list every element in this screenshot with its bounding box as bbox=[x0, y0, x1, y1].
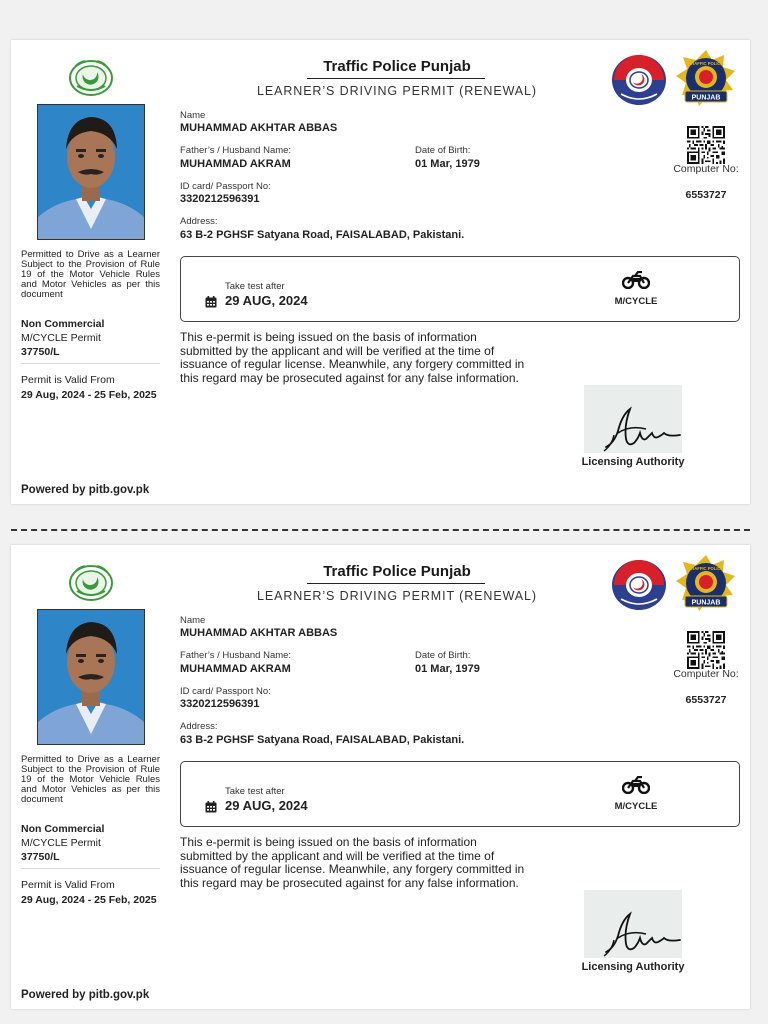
punjab-emblem-logo bbox=[67, 563, 115, 603]
qr-code bbox=[687, 126, 725, 164]
applicant-photo bbox=[37, 609, 145, 745]
test-date: 29 AUG, 2024 bbox=[225, 293, 308, 308]
permit-subtitle: LEARNER’S DRIVING PERMIT (RENEWAL) bbox=[257, 84, 537, 98]
father-name: MUHAMMAD AKRAM bbox=[180, 158, 291, 170]
permit-title: Traffic Police Punjab bbox=[323, 563, 471, 580]
punjab-emblem-logo bbox=[67, 58, 115, 98]
traffic-badge-banner-text: PUNJAB bbox=[691, 94, 721, 102]
traffic-badge-ring-text: TRAFFIC POLICE bbox=[688, 61, 724, 66]
punjab-police-logo bbox=[611, 54, 667, 106]
traffic-police-badge-logo bbox=[675, 49, 737, 109]
date-of-birth: 01 Mar, 1979 bbox=[415, 158, 480, 170]
id-card-number: 3320212596391 bbox=[180, 193, 260, 205]
name-label: Name bbox=[180, 110, 206, 121]
permit-code: 37750/L bbox=[21, 346, 60, 358]
validity-label: Permit is Valid From bbox=[21, 879, 115, 891]
permit-type: M/CYCLE Permit bbox=[21, 332, 101, 344]
permit-card-top bbox=[11, 40, 750, 504]
traffic-police-badge-logo bbox=[675, 554, 737, 614]
title-underline bbox=[307, 583, 485, 584]
address-value: 63 B-2 PGHSF Satyana Road, FAISALABAD, Pakistani. bbox=[180, 734, 465, 746]
computer-no-label: Computer No: bbox=[673, 668, 739, 680]
authority-signature bbox=[584, 385, 682, 453]
permit-card-bottom bbox=[11, 545, 750, 1009]
id-card-label: ID card/ Passport No: bbox=[180, 686, 271, 697]
address-label: Address: bbox=[180, 721, 218, 732]
computer-no: 6553727 bbox=[685, 694, 727, 706]
id-card-number: 3320212596391 bbox=[180, 698, 260, 710]
authority-signature bbox=[584, 890, 682, 958]
traffic-badge-banner-text: PUNJAB bbox=[691, 599, 721, 607]
traffic-badge-ring-text: TRAFFIC POLICE bbox=[688, 566, 724, 571]
vehicle-class-label: M/CYCLE bbox=[614, 801, 658, 812]
permitted-statement: Permitted to Drive as a Learner Subject to the Provision of Rule 19 of the Motor Vehicle Rules and Motor Vehicles as per this document bbox=[21, 754, 160, 805]
dob-label: Date of Birth: bbox=[415, 650, 471, 661]
calendar-icon bbox=[205, 801, 217, 813]
address-label: Address: bbox=[180, 216, 218, 227]
father-name-label: Father’s / Husband Name: bbox=[180, 650, 292, 661]
permit-category: Non Commercial bbox=[21, 318, 105, 330]
licensing-authority-label: Licensing Authority bbox=[581, 456, 685, 468]
permit-category: Non Commercial bbox=[21, 823, 105, 835]
title-underline bbox=[307, 78, 485, 79]
applicant-photo bbox=[37, 104, 145, 240]
test-after-label: Take test after bbox=[225, 281, 285, 292]
vehicle-class-label: M/CYCLE bbox=[614, 296, 658, 307]
motorcycle-icon bbox=[622, 271, 650, 289]
validity-label: Permit is Valid From bbox=[21, 374, 115, 386]
applicant-name: MUHAMMAD AKHTAR ABBAS bbox=[180, 627, 338, 639]
permit-type: M/CYCLE Permit bbox=[21, 837, 101, 849]
left-divider bbox=[21, 868, 160, 869]
test-schedule-box bbox=[180, 256, 740, 322]
permit-subtitle: LEARNER’S DRIVING PERMIT (RENEWAL) bbox=[257, 589, 537, 603]
validity-range: 29 Aug, 2024 - 25 Feb, 2025 bbox=[21, 389, 157, 401]
name-label: Name bbox=[180, 615, 206, 626]
date-of-birth: 01 Mar, 1979 bbox=[415, 663, 480, 675]
computer-no-label: Computer No: bbox=[673, 163, 739, 175]
qr-code bbox=[687, 631, 725, 669]
powered-by-text: Powered by pitb.gov.pk bbox=[21, 484, 150, 496]
licensing-authority-label: Licensing Authority bbox=[581, 961, 685, 973]
father-name: MUHAMMAD AKRAM bbox=[180, 663, 291, 675]
test-schedule-box bbox=[180, 761, 740, 827]
dob-label: Date of Birth: bbox=[415, 145, 471, 156]
motorcycle-icon bbox=[622, 776, 650, 794]
calendar-icon bbox=[205, 296, 217, 308]
test-after-label: Take test after bbox=[225, 786, 285, 797]
father-name-label: Father’s / Husband Name: bbox=[180, 145, 292, 156]
disclaimer-text: This e-permit is being issued on the basis of information submitted by the applicant and will be verified at the time of issuance of regular license. Meanwhile, any forgery committed in this regard may be prosecuted against for any false information. bbox=[180, 330, 525, 385]
test-date: 29 AUG, 2024 bbox=[225, 798, 308, 813]
disclaimer-text: This e-permit is being issued on the basis of information submitted by the applicant and will be verified at the time of issuance of regular license. Meanwhile, any forgery committed in this regard may be prosecuted against for any false information. bbox=[180, 835, 525, 890]
cut-line-divider bbox=[11, 529, 750, 531]
permit-code: 37750/L bbox=[21, 851, 60, 863]
applicant-name: MUHAMMAD AKHTAR ABBAS bbox=[180, 122, 338, 134]
punjab-police-logo bbox=[611, 559, 667, 611]
address-value: 63 B-2 PGHSF Satyana Road, FAISALABAD, Pakistani. bbox=[180, 229, 465, 241]
left-divider bbox=[21, 363, 160, 364]
computer-no: 6553727 bbox=[685, 189, 727, 201]
validity-range: 29 Aug, 2024 - 25 Feb, 2025 bbox=[21, 894, 157, 906]
permitted-statement: Permitted to Drive as a Learner Subject to the Provision of Rule 19 of the Motor Vehicle Rules and Motor Vehicles as per this document bbox=[21, 249, 160, 300]
powered-by-text: Powered by pitb.gov.pk bbox=[21, 989, 150, 1001]
id-card-label: ID card/ Passport No: bbox=[180, 181, 271, 192]
permit-title: Traffic Police Punjab bbox=[323, 58, 471, 75]
